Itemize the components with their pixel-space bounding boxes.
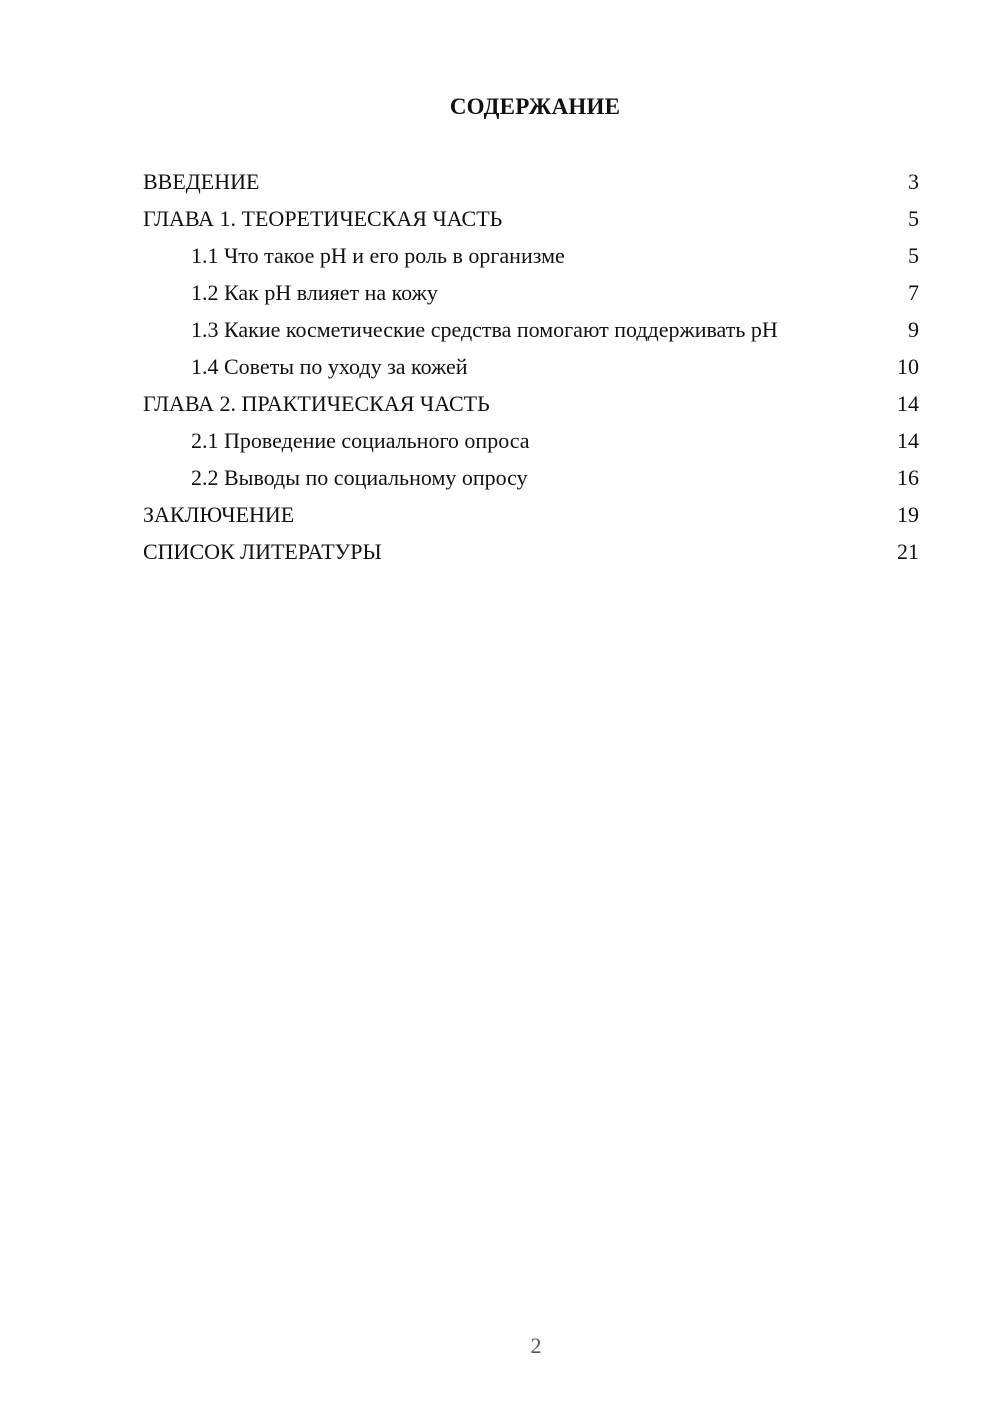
toc-entry-section-1-2	[143, 280, 919, 306]
toc-entry-page: 5	[908, 243, 919, 268]
toc-entry-label: 1.1 Что такое pH и его роль в организме	[191, 243, 565, 268]
toc-entry-page: 10	[897, 354, 919, 379]
toc-entry-page: 14	[897, 428, 919, 453]
toc-entry-page: 19	[897, 502, 919, 527]
toc-entry-conclusion	[143, 502, 919, 528]
toc-entry-label: ГЛАВА 2. ПРАКТИЧЕСКАЯ ЧАСТЬ	[143, 391, 490, 416]
toc-entry-label: 1.2 Как pH влияет на кожу	[191, 280, 438, 305]
table-of-contents	[143, 169, 919, 576]
toc-title: СОДЕРЖАНИЕ	[449, 94, 621, 119]
toc-entry-label: 2.2 Выводы по социальному опросу	[191, 465, 528, 490]
toc-entry-label: 2.1 Проведение социального опроса	[191, 428, 530, 453]
toc-entry-chapter-2	[143, 391, 919, 417]
page-number: 2	[530, 1333, 542, 1358]
toc-entry-page: 3	[908, 169, 919, 194]
toc-entry-page: 21	[897, 539, 919, 564]
toc-entry-page: 5	[908, 206, 919, 231]
toc-entry-label: ЗАКЛЮЧЕНИЕ	[143, 502, 295, 527]
toc-entry-label: ВВЕДЕНИЕ	[143, 169, 260, 194]
toc-entry-section-2-1	[143, 428, 919, 454]
toc-entry-label: 1.4 Советы по уходу за кожей	[191, 354, 468, 379]
toc-entry-section-1-1	[143, 243, 919, 269]
toc-entry-label: СПИСОК ЛИТЕРАТУРЫ	[143, 539, 382, 564]
toc-entry-page: 16	[897, 465, 919, 490]
toc-entry-section-1-3	[143, 317, 919, 343]
toc-entry-section-1-4	[143, 354, 919, 380]
toc-entry-page: 14	[897, 391, 919, 416]
toc-entry-chapter-1	[143, 206, 919, 232]
toc-entry-page: 9	[908, 317, 919, 342]
toc-entry-label: ГЛАВА 1. ТЕОРЕТИЧЕСКАЯ ЧАСТЬ	[143, 206, 503, 231]
toc-entry-introduction	[143, 169, 919, 195]
toc-entry-label: 1.3 Какие косметические средства помогают поддерживать pH	[191, 317, 778, 342]
toc-entry-section-2-2	[143, 465, 919, 491]
toc-entry-page: 7	[908, 280, 919, 305]
toc-entry-references	[143, 539, 919, 565]
